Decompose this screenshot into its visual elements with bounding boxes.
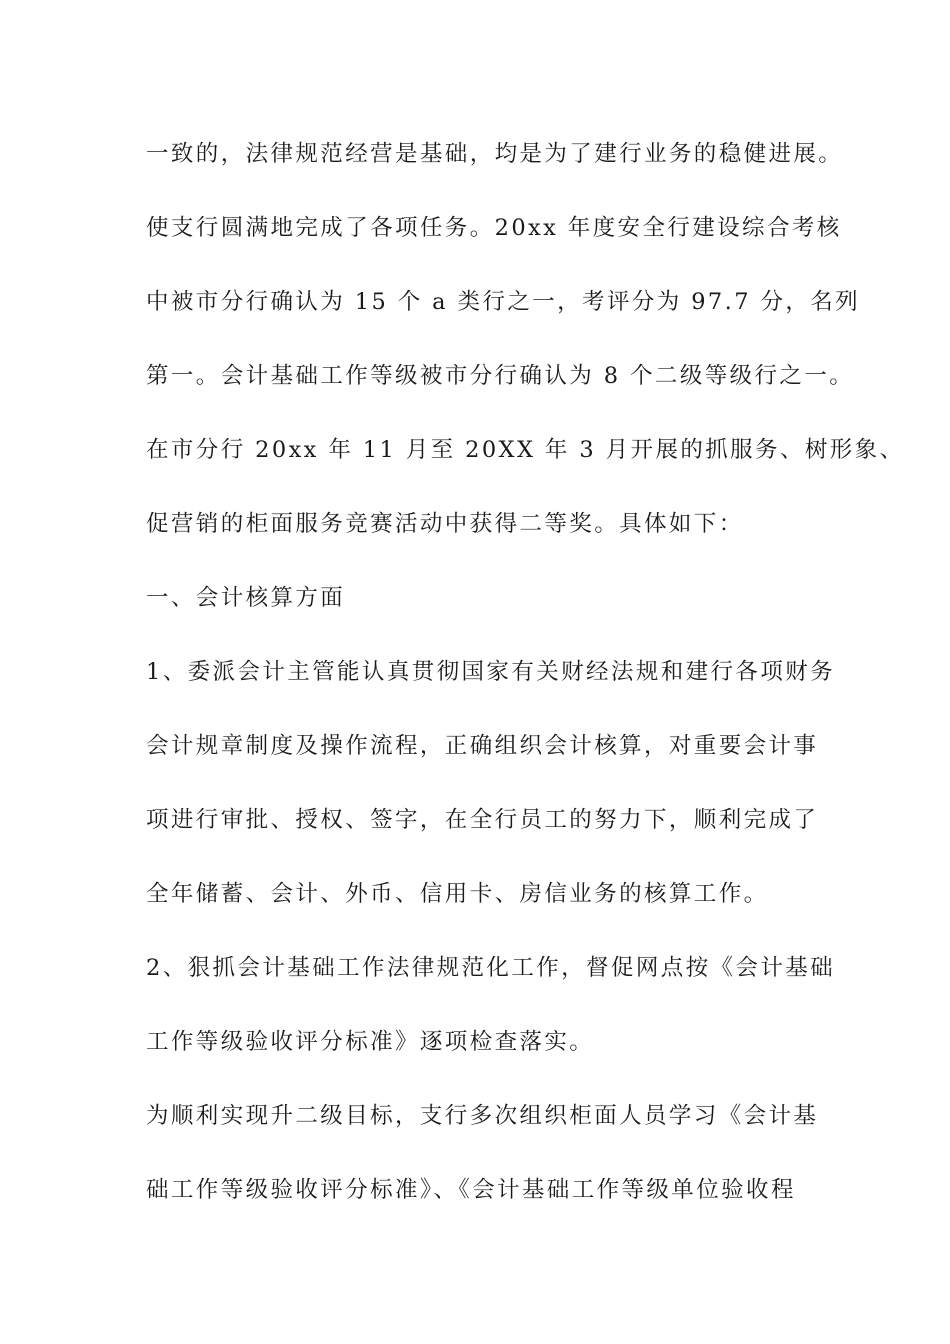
text-line: 使支行圆满地完成了各项任务。20xx 年度安全行建设综合考核 (146, 215, 842, 241)
text-line: 工作等级验收评分标准》逐项检查落实。 (146, 1029, 595, 1055)
document-body (146, 127, 905, 1237)
section-heading: 一、会计核算方面 (146, 585, 346, 611)
text-line: 在市分行 20xx 年 11 月至 20XX 年 3 月开展的抓服务、树形象、 (146, 437, 905, 463)
text-line: 第一。会计基础工作等级被市分行确认为 8 个二级等级行之一。 (146, 363, 855, 389)
text-line: 促营销的柜面服务竞赛活动中获得二等奖。具体如下： (146, 511, 744, 537)
text-line: 础工作等级验收评分标准》、《会计基础工作等级单位验收程 (146, 1177, 796, 1203)
text-line: 项进行审批、授权、签字，在全行员工的努力下，顺利完成了 (146, 807, 819, 833)
text-line: 中被市分行确认为 15 个 a 类行之一，考评分为 97.7 分，名列 (146, 289, 861, 315)
text-line: 一致的，法律规范经营是基础，均是为了建行业务的稳健进展。 (146, 141, 844, 167)
text-line: 会计规章制度及操作流程，正确组织会计核算，对重要会计事 (146, 733, 819, 759)
text-line: 2、狠抓会计基础工作法律规范化工作，督促网点按《会计基础 (146, 955, 836, 981)
text-line: 为顺利实现升二级目标，支行多次组织柜面人员学习《会计基 (146, 1103, 819, 1129)
text-line: 1、委派会计主管能认真贯彻国家有关财经法规和建行各项财务 (146, 659, 836, 685)
text-line: 全年储蓄、会计、外币、信用卡、房信业务的核算工作。 (146, 881, 769, 907)
